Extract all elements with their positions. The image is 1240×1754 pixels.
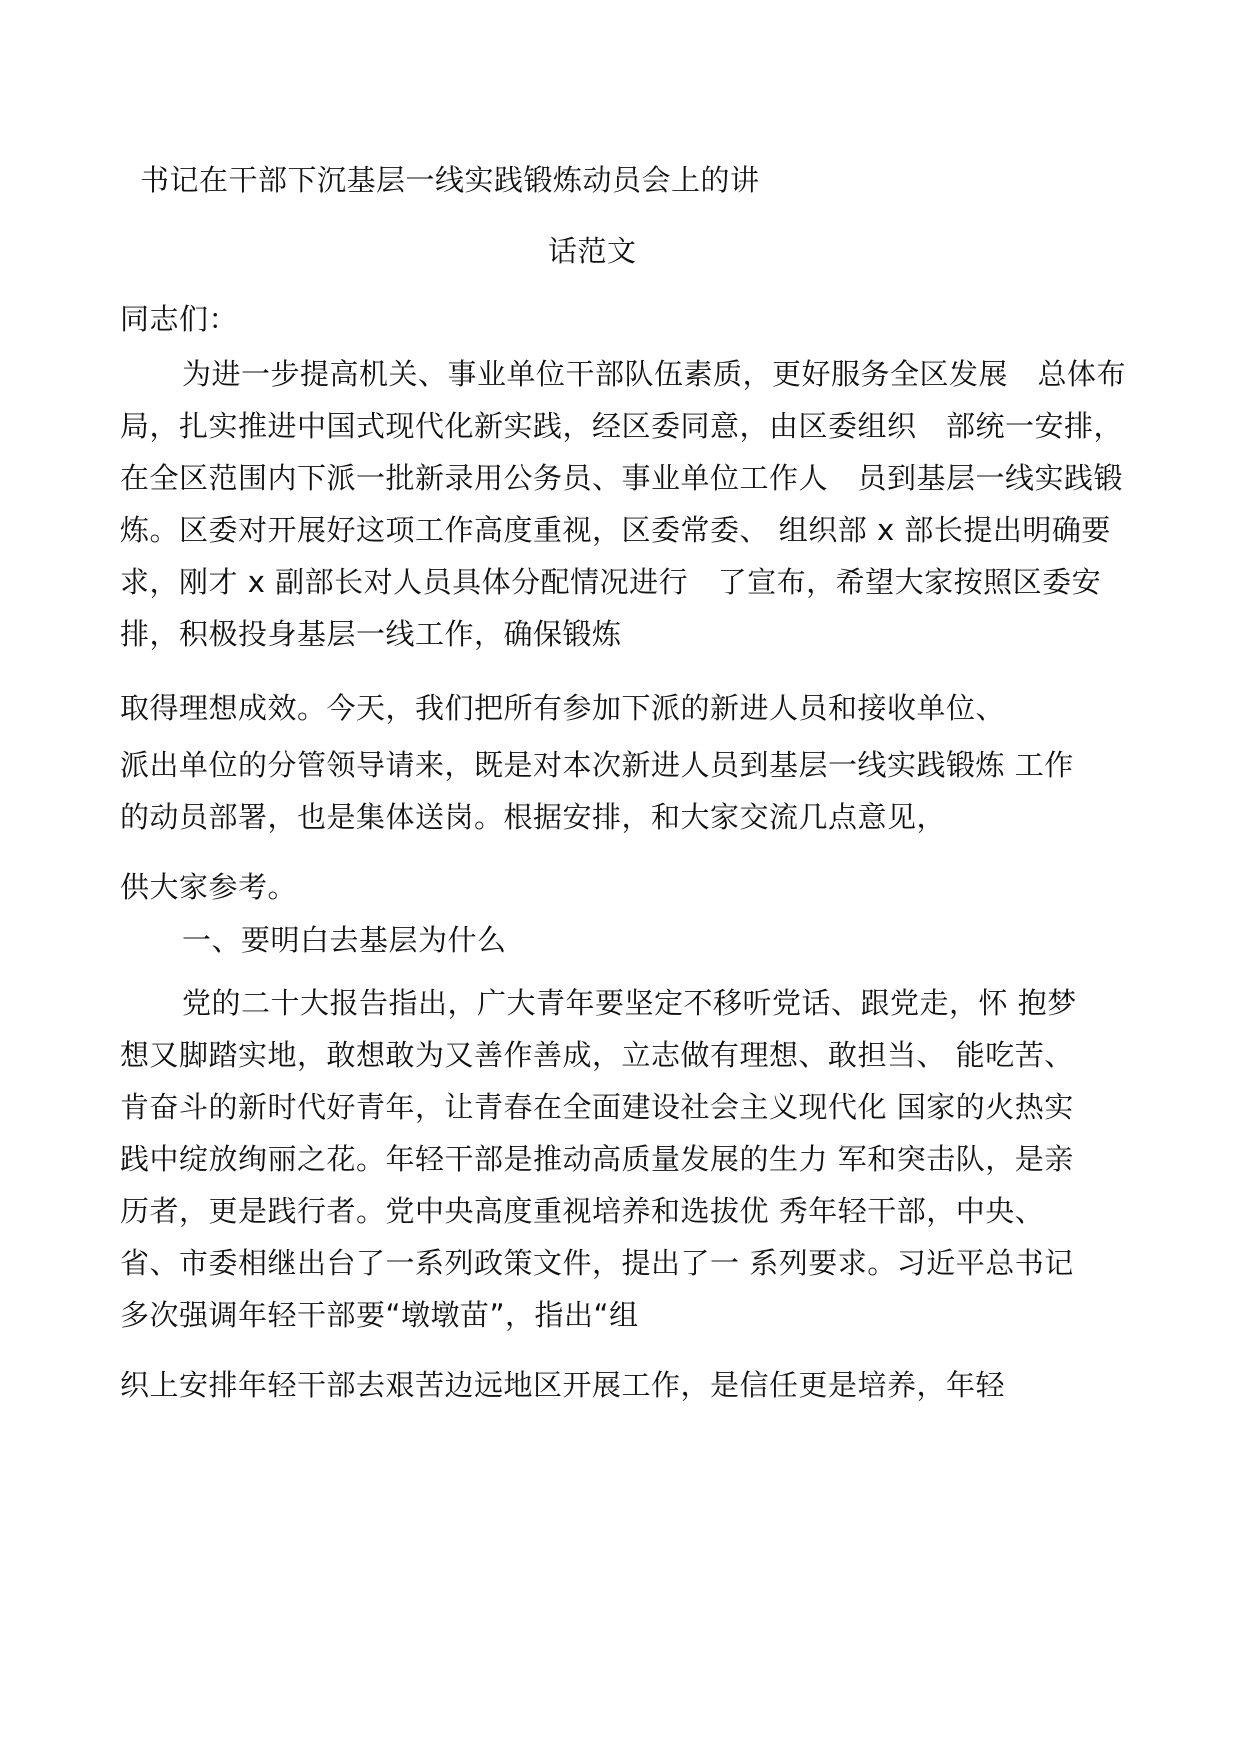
body-line: 派出单位的分管领导请来，既是对本次新进人员到基层一线实践锻炼 工作 (120, 748, 1074, 782)
body-line: 炼。区委对开展好这项工作高度重视，区委常委、 组织部 x 部长提出明确要 (120, 513, 1111, 547)
document-title-line-2: 话范文 (548, 234, 637, 268)
document-title-line-1: 书记在干部下沉基层一线实践锻炼动员会上的讲 (140, 163, 760, 197)
body-line: 想又脚踏实地，敢想敢为又善作善成，立志做有理想、敢担当、 能吃苦、 (120, 1038, 1074, 1072)
body-line: 排，积极投身基层一线工作，确保锻炼 (120, 617, 622, 651)
body-line: 的动员部署，也是集体送岗。根据安排，和大家交流几点意见， (120, 800, 947, 834)
body-line: 党的二十大报告指出，广大青年要坚定不移听党话、跟党走，怀 抱梦 (182, 986, 1077, 1020)
body-line: 多次强调年轻干部要“墩墩苗”，指出“组 (120, 1298, 639, 1332)
body-line: 历者，更是践行者。党中央高度重视培养和选拔优 秀年轻干部，中央、 (120, 1194, 1045, 1228)
body-line: 局，扎实推进中国式现代化新实践，经区委同意，由区委组织 部统一安排， (120, 409, 1124, 443)
body-line: 省、市委相继出台了一系列政策文件，提出了一 系列要求。习近平总书记 (120, 1246, 1074, 1280)
body-line: 为进一步提高机关、事业单位干部队伍素质，更好服务全区发展 总体布 (182, 357, 1127, 391)
body-line: 供大家参考。 (120, 870, 298, 904)
body-line: 织上安排年轻干部去艰苦边远地区开展工作，是信任更是培养，年轻 (120, 1368, 1006, 1402)
section-heading: 一、要明白去基层为什么 (182, 923, 507, 957)
body-line: 在全区范围内下派一批新录用公务员、事业单位工作人 员到基层一线实践锻 (120, 461, 1124, 495)
greeting: 同志们： (120, 302, 239, 336)
body-line: 践中绽放绚丽之花。年轻干部是推动高质量发展的生力 军和突击队，是亲 (120, 1142, 1074, 1176)
body-line: 取得理想成效。今天，我们把所有参加下派的新进人员和接收单位、 (120, 691, 1006, 725)
body-line: 求，刚才 x 副部长对人员具体分配情况进行 了宣布，希望大家按照区委安 (120, 565, 1102, 599)
body-line: 肯奋斗的新时代好青年，让青春在全面建设社会主义现代化 国家的火热实 (120, 1090, 1074, 1124)
